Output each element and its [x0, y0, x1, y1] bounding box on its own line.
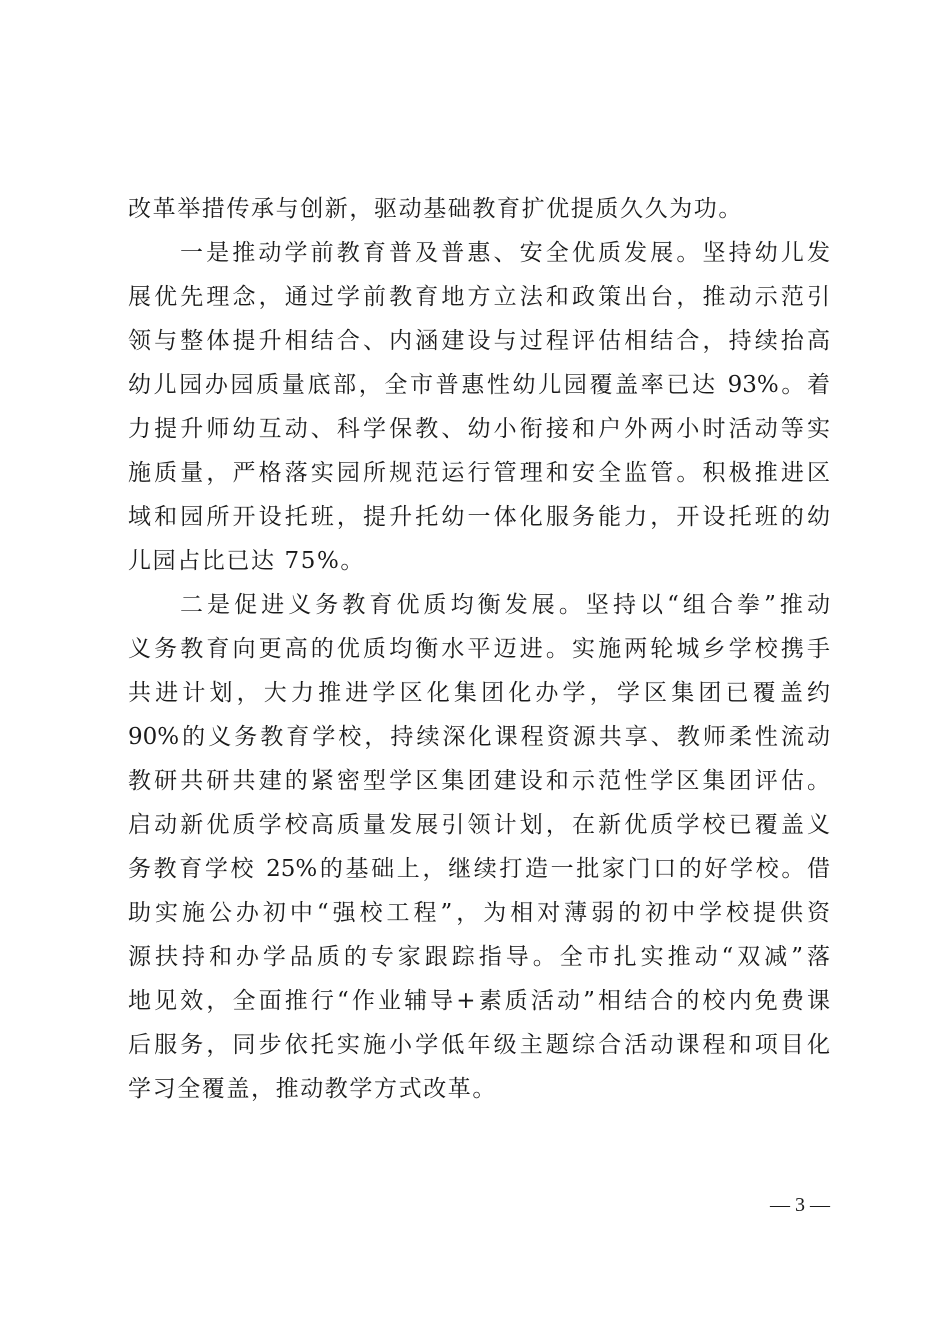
paragraph-line: 领与整体提升相结合、内涵建设与过程评估相结合，持续抬高 — [128, 328, 830, 354]
page-number: — 3 — — [770, 1194, 830, 1216]
paragraph-line: 启动新优质学校高质量发展引领计划，在新优质学校已覆盖义 — [128, 812, 830, 838]
paragraph-line: 力提升师幼互动、科学保教、幼小衔接和户外两小时活动等实 — [128, 416, 830, 442]
paragraph-line: 施质量，严格落实园所规范运行管理和安全监管。积极推进区 — [128, 460, 830, 486]
paragraph-line: 共进计划，大力推进学区化集团化办学，学区集团已覆盖约 — [128, 680, 830, 706]
paragraph-line: 地见效，全面推行“作业辅导+素质活动”相结合的校内免费课 — [128, 988, 830, 1014]
paragraph-line: 展优先理念，通过学前教育地方立法和政策出台，推动示范引 — [128, 284, 830, 310]
paragraph-line: 学习全覆盖，推动教学方式改革。 — [128, 1076, 497, 1102]
paragraph-line: 助实施公办初中“强校工程”，为相对薄弱的初中学校提供资 — [128, 900, 830, 926]
paragraph-line: 90%的义务教育学校，持续深化课程资源共享、教师柔性流动 — [128, 724, 830, 750]
paragraph-line: 改革举措传承与创新，驱动基础教育扩优提质久久为功。 — [128, 196, 743, 222]
paragraph-line: 幼儿园办园质量底部，全市普惠性幼儿园覆盖率已达 93%。着 — [128, 372, 830, 398]
paragraph-line: 域和园所开设托班，提升托幼一体化服务能力，开设托班的幼 — [128, 504, 830, 530]
paragraph-line: 二是促进义务教育优质均衡发展。坚持以“组合拳”推动 — [180, 592, 830, 618]
paragraph-line: 源扶持和办学品质的专家跟踪指导。全市扎实推动“双减”落 — [128, 944, 830, 970]
paragraph-line: 一是推动学前教育普及普惠、安全优质发展。坚持幼儿发 — [180, 240, 830, 266]
paragraph-line: 后服务，同步依托实施小学低年级主题综合活动课程和项目化 — [128, 1032, 830, 1058]
paragraph-line: 教研共研共建的紧密型学区集团建设和示范性学区集团评估。 — [128, 768, 830, 794]
paragraph-line: 义务教育向更高的优质均衡水平迈进。实施两轮城乡学校携手 — [128, 636, 830, 662]
paragraph-line: 务教育学校 25%的基础上，继续打造一批家门口的好学校。借 — [128, 856, 830, 882]
paragraph-line: 儿园占比已达 75%。 — [128, 548, 366, 574]
